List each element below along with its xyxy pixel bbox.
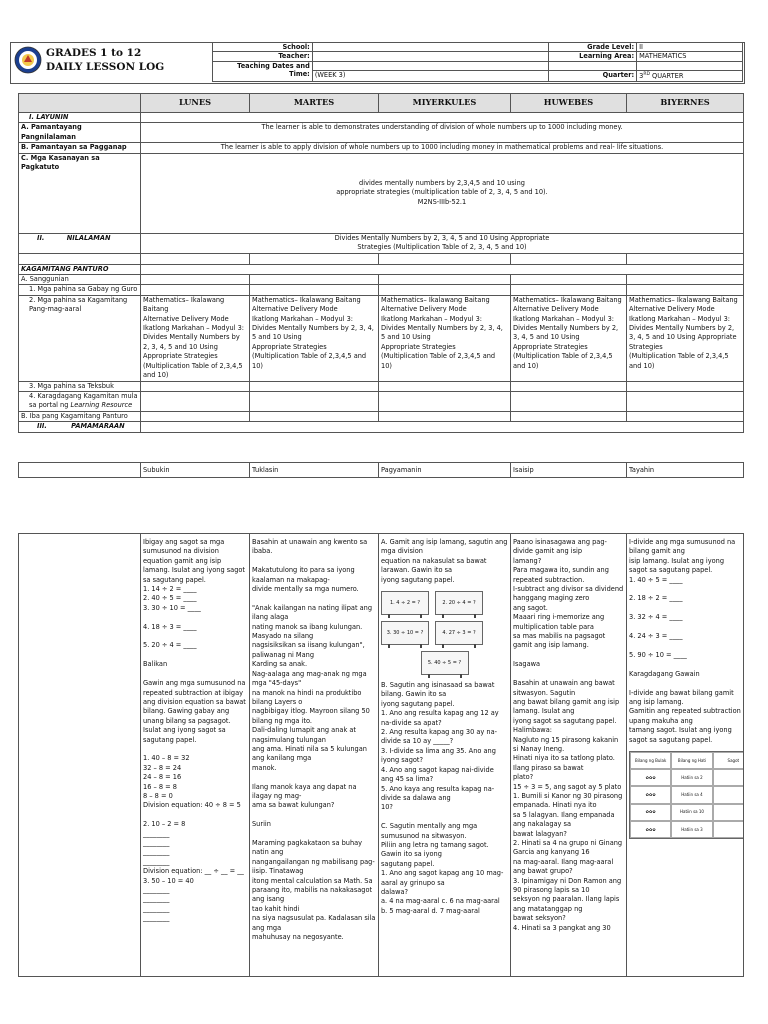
section-layunin: I. LAYUNIN [19,113,141,123]
blank-cell [511,411,627,421]
cow-image [421,651,469,675]
blank-cell [19,253,141,264]
module-lunes: Mathematics– Ikalawang Baitang Alternative Delivery Mode Ikatlong Markahan – Modyul 3: Divides Mentally Numbers by 2, 3, 4, 5 and 10 Using Appropriate Strategies (Multiplication Table of 2,3,4,5 and 10) [141,295,250,381]
quarter-number: 3 [639,72,644,81]
step-labels-table [18,462,744,478]
cow-image [435,621,483,645]
blank-cell [511,391,627,411]
school-field[interactable] [312,43,548,52]
blank-cell [511,285,627,295]
dates-field-top[interactable] [312,61,548,70]
dates-field[interactable]: (WEEK 3) [312,71,548,82]
cotton-icon: ✿✿✿ [630,786,671,803]
quarter-field[interactable] [637,71,743,82]
blank-cell [141,391,250,411]
activity-miyerkules-a: A. Gamit ang isip lamang, sagutin ang mga division equation na nakasulat sa bawat larawan. Gawin ito sa iyong sagutang papel. [381,538,508,584]
pamamaraan-label: PAMAMARAAN [71,422,125,431]
content-topic [141,233,744,253]
row-label-kagamitang-pang-mag-aaral: 2. Mga pahina sa Kagamitang Pang-mag-aaral [19,295,141,381]
blank-cell [379,285,511,295]
cotton-grid-image [629,751,744,839]
header-info-table [212,42,743,82]
competency-line-1: divides mentally numbers by 2,3,4,5 and 10 using [359,179,525,188]
module-huwebes: Mathematics– Ikalawang Baitang Alternative Delivery Mode Ikatlong Markahan – Modyul 3: Divides Mentally Numbers by 2, 3, 4, 5 and 10 Using Appropriate Strategies (Multiplication Table of 2,3,4,5 and 10) [511,295,627,381]
blank-cell [379,253,511,264]
blank-cell [627,391,744,411]
blank-cell [141,275,250,285]
quarter-word: QUARTER [649,72,684,81]
day-header-huwebes: HUWEBES [511,94,627,113]
cow-image [435,591,483,615]
blank-cell [250,285,379,295]
blank-cell [19,534,141,977]
blank-cell [713,804,744,821]
activity-miyerkules [379,534,511,977]
karagdagang-line-1: 4. Karagdagang Kagamitan mula sa portal ng [29,391,138,410]
blank-cell [627,285,744,295]
dates-label-line2: Time: [289,70,310,79]
blank-cell [141,285,250,295]
section-pamamaraan [19,422,141,432]
grid-header: Bilang ng Hati [671,752,712,769]
activities-table [18,533,744,977]
activity-huwebes: Paano isinasagawa ang pag-divide gamit ang isip lamang? Para magawa ito, sundin ang repeated subtraction. I-subtract ang divisor sa dividend hanggang maging zero ang sagot. Maaari ring i-memorize ang multiplication table para sa mas mabilis na pagsagot gamit ang isip lamang. Isagawa Basahin at unawain ang bawat sitwasyon. Sagutin ang bawat bilang gamit ang isip lamang. Isulat ang iyong sagot sa sagutang papel. Halimbawa: Nagluto ng 15 pirasong kakanin si Nanay Ineng. Hinati niya ito sa tatlong plato. Ilang piraso sa bawat plato? 15 ÷ 3 = 5, ang sagot ay 5 plato 1. Bumili si Kanor ng 30 pirasong empanada. Hinati nya ito sa 5 lalagyan. Ilang empanada ang nakalagay sa bawat lalagyan? 2. Hinati sa 4 na grupo ni Ginang Garcia ang kanyang 16 na mag-aaral. Ilang mag-aaral ang bawat grupo? 3. Ipinamigay ni Don Ramon ang 90 pirasong lapis sa 10 seksyon ng paaralan. Ilang lapis ang matatanggap ng bawat seksyon? 4. Hinati sa 3 pangkat ang 30 [511,534,627,977]
nilalaman-label: NILALAMAN [66,233,111,242]
blank-cell [627,411,744,421]
row-label-teksbuk: 3. Mga pahina sa Teksbuk [19,381,141,391]
cow-image [381,621,429,645]
blank-cell [713,769,744,786]
grade-level-label: Grade Level: [549,43,637,52]
activity-biyernes [627,534,744,977]
day-header-miyerkules: MIYERKULES [379,94,511,113]
document-title [46,46,164,74]
cow-equation: 5. 40 ÷ 5 = ? [427,660,462,667]
blank-cell [141,381,250,391]
learning-area-field[interactable]: MATHEMATICS [637,52,743,61]
grade-level-field[interactable]: II [637,43,743,52]
teacher-field[interactable] [312,52,548,61]
blank-cell [141,264,744,274]
blank-cell [379,275,511,285]
blank-cell [511,381,627,391]
step-tuklasin: Tuklasin [250,463,379,478]
day-header-biyernes: BIYERNES [627,94,744,113]
row-label-iba-pang-kagamitan: B. Iba pang Kagamitang Panturo [19,411,141,421]
cow-images-row-3 [381,651,508,675]
competency-code: M2NS-IIIb-52.1 [417,197,467,206]
blank-cell [250,275,379,285]
nilalaman-number: II. [37,233,45,242]
cow-equation: 1. 4 ÷ 2 = ? [389,600,421,607]
step-pagyamanin: Pagyamanin [379,463,511,478]
activity-martes: Basahin at unawain ang kwento sa ibaba. Makatutulong ito para sa iyong kaalaman na makapag- divide mentally sa mga numero. "Anak kailangan na nating ilipat ang ilang alaga nating manok sa ibang kulungan. Masyado na silang nagsisiksikan sa iisang kulungan", paliwanag ni Mang Karding sa anak. Nag-aalaga ang mag-anak ng mga mga "45-days" na manok na hindi na produktibo bilang Layers o nagbibigay itlog. Mayroon silang 50 bilang ng mga ito. Dali-daling lumapit ang anak at nagsimulang tulungan ang ama. Hinati nila sa 5 kulungan ang kanilang mga manok. Ilang manok kaya ang dapat na ilagay ng mag- ama sa bawat kulungan? Suriin Maraming pagkakataon sa buhay natin ang nangangailangan ng mabilisang pag-iisip. Tinatawag itong mental calculation sa Math. Sa paraang ito, mabilis na nakakasagot ang isang tao kahit hindi na siya nagsusulat pa. Kadalasan sila ang mga mahuhusay na negosyante. [250,534,379,977]
grid-header: Sagot [713,752,744,769]
blank-cell [713,786,744,803]
blank-cell [141,422,744,432]
blank-cell [713,821,744,838]
module-martes: Mathematics– Ikalawang Baitang Alternative Delivery Mode Ikatlong Markahan – Modyul 3: Divides Mentally Numbers by 2, 3, 4, 5 and 10 Using Appropriate Strategies (Multiplication Table of 2,3,4,5 and 10) [250,295,379,381]
quarter-label: Quarter: [549,71,637,82]
grid-header: Bilang ng Bulak [630,752,671,769]
learning-competency [141,153,744,233]
dates-label-line1: Teaching Dates and [237,61,310,70]
grid-row-label: Hatiin sa 4 [671,786,712,803]
cotton-icon: ✿✿✿ [630,804,671,821]
activity-miyerkules-b: B. Sagutin ang isinasaad sa bawat bilang. Gawin ito sa iyong sagutang papel. 1. Ano ang resulta kapag ang 12 ay na-divide sa apat? 2. Ang resulta kapag ang 30 ay na-divide sa 10 ay _____? 3. I-divide sa lima ang 35. Ano ang iyong sagot? 4. Ano ang sagot kapag nai-divide ang 45 sa lima? 5. Ano kaya ang resulta kapag na-divide sa dalawa ang 10? C. Sagutin mentally ang mga sumusunod na sitwasyon. Piliin ang letra ng tamang sagot. Gawin ito sa iyong sagutang papel. 1. Ano ang sagot kapag ang 10 mag-aaral ay grinupo sa dalawa? a. 4 na mag-aaral c. 6 na mag-aaral b. 5 mag-aaral d. 7 mag-aaral [381,681,504,915]
content-standard: The learner is able to demonstrates understanding of division of whole numbers up to 1000 including money. [141,123,744,143]
blank-cell [379,391,511,411]
step-tayahin: Tayahin [627,463,744,478]
pamamaraan-number: III. [37,422,47,431]
blank-cell [549,61,637,70]
blank-cell [379,381,511,391]
day-header-lunes: LUNES [141,94,250,113]
cow-images-row-1 [381,591,508,615]
cow-equation: 2. 20 ÷ 4 = ? [442,600,476,607]
competency-line-2: appropriate strategies (multiplication table of 2, 3, 4, 5 and 10). [336,188,548,197]
blank-cell [627,275,744,285]
blank-cell [637,61,743,70]
lesson-table [18,93,744,433]
blank-cell [141,411,250,421]
step-subukin: Subukin [141,463,250,478]
row-label-pamantayan-sa-pagganap: B. Pamantayan sa Pagganap [19,143,141,153]
topic-line-2: Strategies (Multiplication Table of 2, 3, 4, 5 and 10) [357,243,527,252]
karagdagang-line-2: Learning Resource [70,401,133,410]
dates-label [213,61,313,81]
blank-cell [141,253,250,264]
grid-row-label: Hatiin sa 10 [671,804,712,821]
teacher-label: Teacher: [213,52,313,61]
school-label: School: [213,43,313,52]
cow-equation: 3. 30 ÷ 10 = ? [386,630,424,637]
activity-lunes: Ibigay ang sagot sa mga sumusunod na division equation gamit ang isip lamang. Isulat ang iyong sagot sa sagutang papel. 1. 14 ÷ 2 = ____ 2. 40 ÷ 5 = ____ 3. 30 ÷ 10 = ____ 4. 18 ÷ 3 = ____ 5. 20 ÷ 4 = ____ Balikan Gawin ang mga sumusunod na repeated subtraction at ibigay ang division equation sa bawat bilang. Gawing gabay ang unang bilang sa pagsagot. Isulat ang iyong sagot sa sagutang papel. 1. 40 – 8 = 32 32 – 8 = 24 24 – 8 = 16 16 – 8 = 8 8 – 8 = 0 Division equation: 40 ÷ 8 = 5 2. 10 – 2 = 8 ________ ________ ________ ________ Division equation: __ ÷ __ = __ 3. 50 – 10 = 40 ________ ________ ________ ________ [141,534,250,977]
grid-row-label: Hatiin sa 3 [671,821,712,838]
blank-cell [141,113,744,123]
cotton-icon: ✿✿✿ [630,821,671,838]
blank-cell [250,253,379,264]
row-label-kasanayan: C. Mga Kasanayan sa Pagkatuto [19,153,141,233]
row-label-karagdagang-kagamitan [19,391,141,411]
section-nilalaman [19,233,141,253]
blank-cell [250,411,379,421]
row-label-sanggunian: A. Sanggunian [19,275,141,285]
blank-cell [511,275,627,285]
performance-standard: The learner is able to apply division of whole numbers up to 1000 including money in mathematical problems and real- life situations. [141,143,744,153]
deped-seal-icon [14,46,42,74]
step-isaisip: Isaisip [511,463,627,478]
blank-cell [19,463,141,478]
blank-cell [250,381,379,391]
day-header-blank [19,94,141,113]
row-label-pamantayang-pangnilalaman: A. Pamantayang Pangnilalaman [19,123,141,143]
row-label-gabay: 1. Mga pahina sa Gabay ng Guro [19,285,141,295]
quarter-suffix: RD [643,72,650,78]
cow-images-row-2 [381,621,508,645]
title-line-1: GRADES 1 to 12 [46,47,142,59]
blank-cell [627,253,744,264]
cow-equation: 4. 27 ÷ 3 = ? [442,630,476,637]
blank-cell [511,253,627,264]
blank-cell [627,381,744,391]
cow-image [381,591,429,615]
section-kagamitang-panturo: KAGAMITANG PANTURO [19,264,141,274]
learning-area-label: Learning Area: [549,52,637,61]
topic-line-1: Divides Mentally Numbers by 2, 3, 4, 5 and 10 Using Appropriate [334,233,550,242]
blank-cell [379,411,511,421]
title-line-2: DAILY LESSON LOG [46,61,165,73]
grid-row-label: Hatiin sa 2 [671,769,712,786]
cotton-icon: ✿✿✿ [630,769,671,786]
module-miyerkules: Mathematics– Ikalawang Baitang Alternative Delivery Mode Ikatlong Markahan – Modyul 3: Divides Mentally Numbers by 2, 3, 4, 5 and 10 Using Appropriate Strategies (Multiplication Table of 2,3,4,5 and 10) [379,295,511,381]
blank-cell [250,391,379,411]
activity-biyernes-text: I-divide ang mga sumusunod na bilang gamit ang isip lamang. Isulat ang iyong sagot sa sagutang papel. 1. 40 ÷ 5 = ____ 2. 18 ÷ 2 = ____ 3. 32 ÷ 4 = ____ 4. 24 ÷ 3 = ____ 5. 90 ÷ 10 = ____ Karagdagang Gawain I-divide ang bawat bilang gamit ang isip lamang. Gamitin ang repeated subtraction upang makuha ang tamang sagot. Isulat ang iyong sagot sa sagutang papel. [629,538,741,744]
module-biyernes: Mathematics– Ikalawang Baitang Alternative Delivery Mode Ikatlong Markahan – Modyul 3: Divides Mentally Numbers by 2, 3, 4, 5 and 10 Using Appropriate Strategies (Multiplication Table of 2,3,4,5 and 10) [627,295,744,381]
day-header-martes: MARTES [250,94,379,113]
